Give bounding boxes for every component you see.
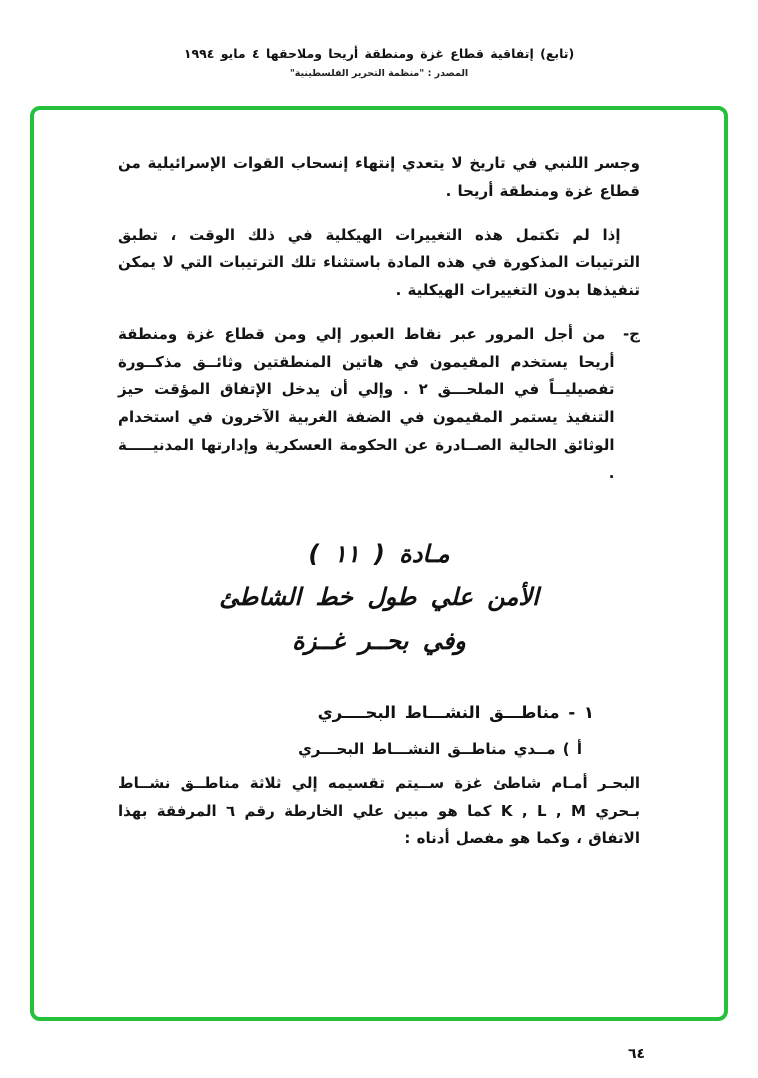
- paragraph-allenby-bridge: وجسر اللنبي في تاريخ لا يتعدي إنتهاء إنسحاب القوات الإسرائيلية من قطاع غزة ومنطقة أريحا .: [118, 154, 640, 200]
- document-body: [34, 110, 724, 853]
- subsection-a-title: أ ) مــدي مناطــق النشـــاط البحـــري: [298, 739, 582, 758]
- article-title-line-2: وفي بحــر غــزة: [292, 626, 466, 655]
- section-1-title: ١ - مناطـــق النشـــاط البحــــري: [317, 702, 594, 722]
- article-number-line: مـادة ( ١١ ): [308, 540, 450, 569]
- paragraph-c-text: من أجل المرور عبر نقاط العبور إلي ومن قطاع غزة ومنطقة أريحا يستخدم المقيمون في هاتين المنطقتين وثائــق مذكــورة تفصيليــاً في الملحـــق ٢ . وإلي أن يدخل الإتفاق المؤقت حيز التنفيذ يستمر المقيمون في الضفة الغربية الآخرون في استخدام الوثائق الحالية الصــادرة عن الحكومة العسكرية وإدارتها المدنيـــــة .: [118, 324, 615, 482]
- content-frame: [30, 106, 728, 1021]
- page-number: ٦٤: [628, 1046, 646, 1062]
- paragraph-structural-changes: إذا لم تكتمل هذه التغييرات الهيكلية في ذلك الوقت ، تطبق الترتيبات المذكورة في هذه المادة باستثناء تلك الترتيبات التي لا يمكن تنفيذها بدون التغييرات الهيكلية .: [118, 225, 640, 299]
- article-title-line-1: الأمن علي طول خط الشاطئ: [219, 583, 539, 612]
- paragraph-c: [118, 321, 640, 488]
- paragraph-c-marker: ج-: [622, 324, 640, 343]
- page-header: [0, 46, 758, 79]
- header-source: المصدر : "منظمة التحرير الفلسطينية": [289, 68, 469, 79]
- article-heading: [118, 533, 640, 663]
- paragraph-sea-zones: البحـر أمـام شاطئ غزة ســيتم تقسيمه إلي ثلاثة مناطــق نشــاط بـحري K , L , M كما هو مبين علي الخارطة رقم ٦ المرفقة بهذا الاتفاق ، وكما هو مفصل أدناه :: [118, 773, 640, 848]
- header-title: (تابع) إتفاقية قطاع غزة ومنطقة أريحا وملاحقها ٤ مايو ١٩٩٤: [183, 46, 575, 61]
